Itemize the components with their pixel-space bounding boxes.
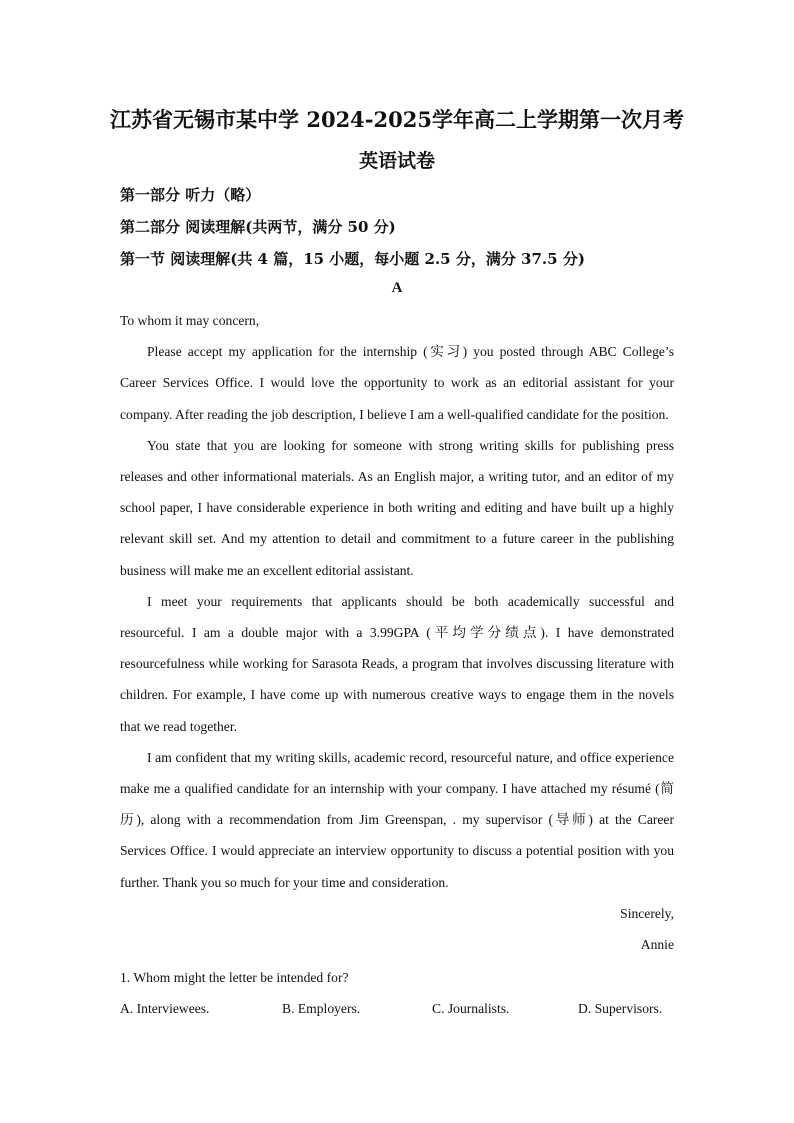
question-stem: 1. Whom might the letter be intended for? — [120, 970, 349, 985]
answer-options — [0, 993, 794, 1024]
option-c[interactable]: C. Journalists. — [432, 1001, 510, 1016]
option-a[interactable]: A. Interviewees. — [120, 1001, 210, 1016]
letter-closing: Sincerely, — [620, 905, 674, 921]
exam-title: 江苏省无锡市某中学 2024-2025学年高二上学期第一次月考 — [110, 107, 684, 132]
letter-paragraph: I am confident that my writing skills, academic record, resourceful nature, and office experience make me a qualified candidate for an internship with your company. I have attached my résumé (简历), along with a recommendation from Jim Greenspan, . my supervisor (导师) at the Career Services Office. I would appreciate an interview opportunity to discuss a potential position with you further. Thank you so much for your time and consideration. — [120, 749, 674, 890]
letter-salutation: To whom it may concern, — [120, 313, 260, 328]
part-one-heading: 第一部分 听力（略） — [120, 186, 261, 204]
passage-body — [120, 305, 674, 960]
section-one-heading: 第一节 阅读理解(共 4 篇，15 小题，每小题 2.5 分，满分 37.5 分) — [120, 250, 585, 268]
option-d[interactable]: D. Supervisors. — [578, 1001, 663, 1016]
letter-paragraph: Please accept my application for the internship (实习) you posted through ABC College’s Career Services Office. I would love the opportunity to work as an editorial assistant for your company. After reading the job description, I believe I am a well-qualified candidate for the position. — [120, 344, 674, 422]
letter-signature: Annie — [640, 937, 674, 953]
letter-paragraph: You state that you are looking for someone with strong writing skills for publishing press releases and other informational materials. As an English major, a writing tutor, and an editor of my school paper, I have considerable experience in both writing and editing and have built up a highly relevant skill set. And my attention to detail and commitment to a future career in the publishing business will make me an excellent editorial assistant. — [120, 437, 674, 578]
part-two-heading: 第二部分 阅读理解(共两节，满分 50 分) — [120, 218, 396, 236]
option-b[interactable]: B. Employers. — [282, 1001, 361, 1016]
letter-paragraph: I meet your requirements that applicants should be both academically successful and resourceful. I am a double major with a 3.99GPA (平均学分绩点). I have demonstrated resourcefulness while working for Sarasota Reads, a program that involves discussing literature with children. For example, I have come up with numerous creative ways to engage them in the novels that we read together. — [120, 593, 674, 734]
passage-label: A — [391, 280, 403, 296]
exam-subtitle: 英语试卷 — [358, 150, 435, 172]
